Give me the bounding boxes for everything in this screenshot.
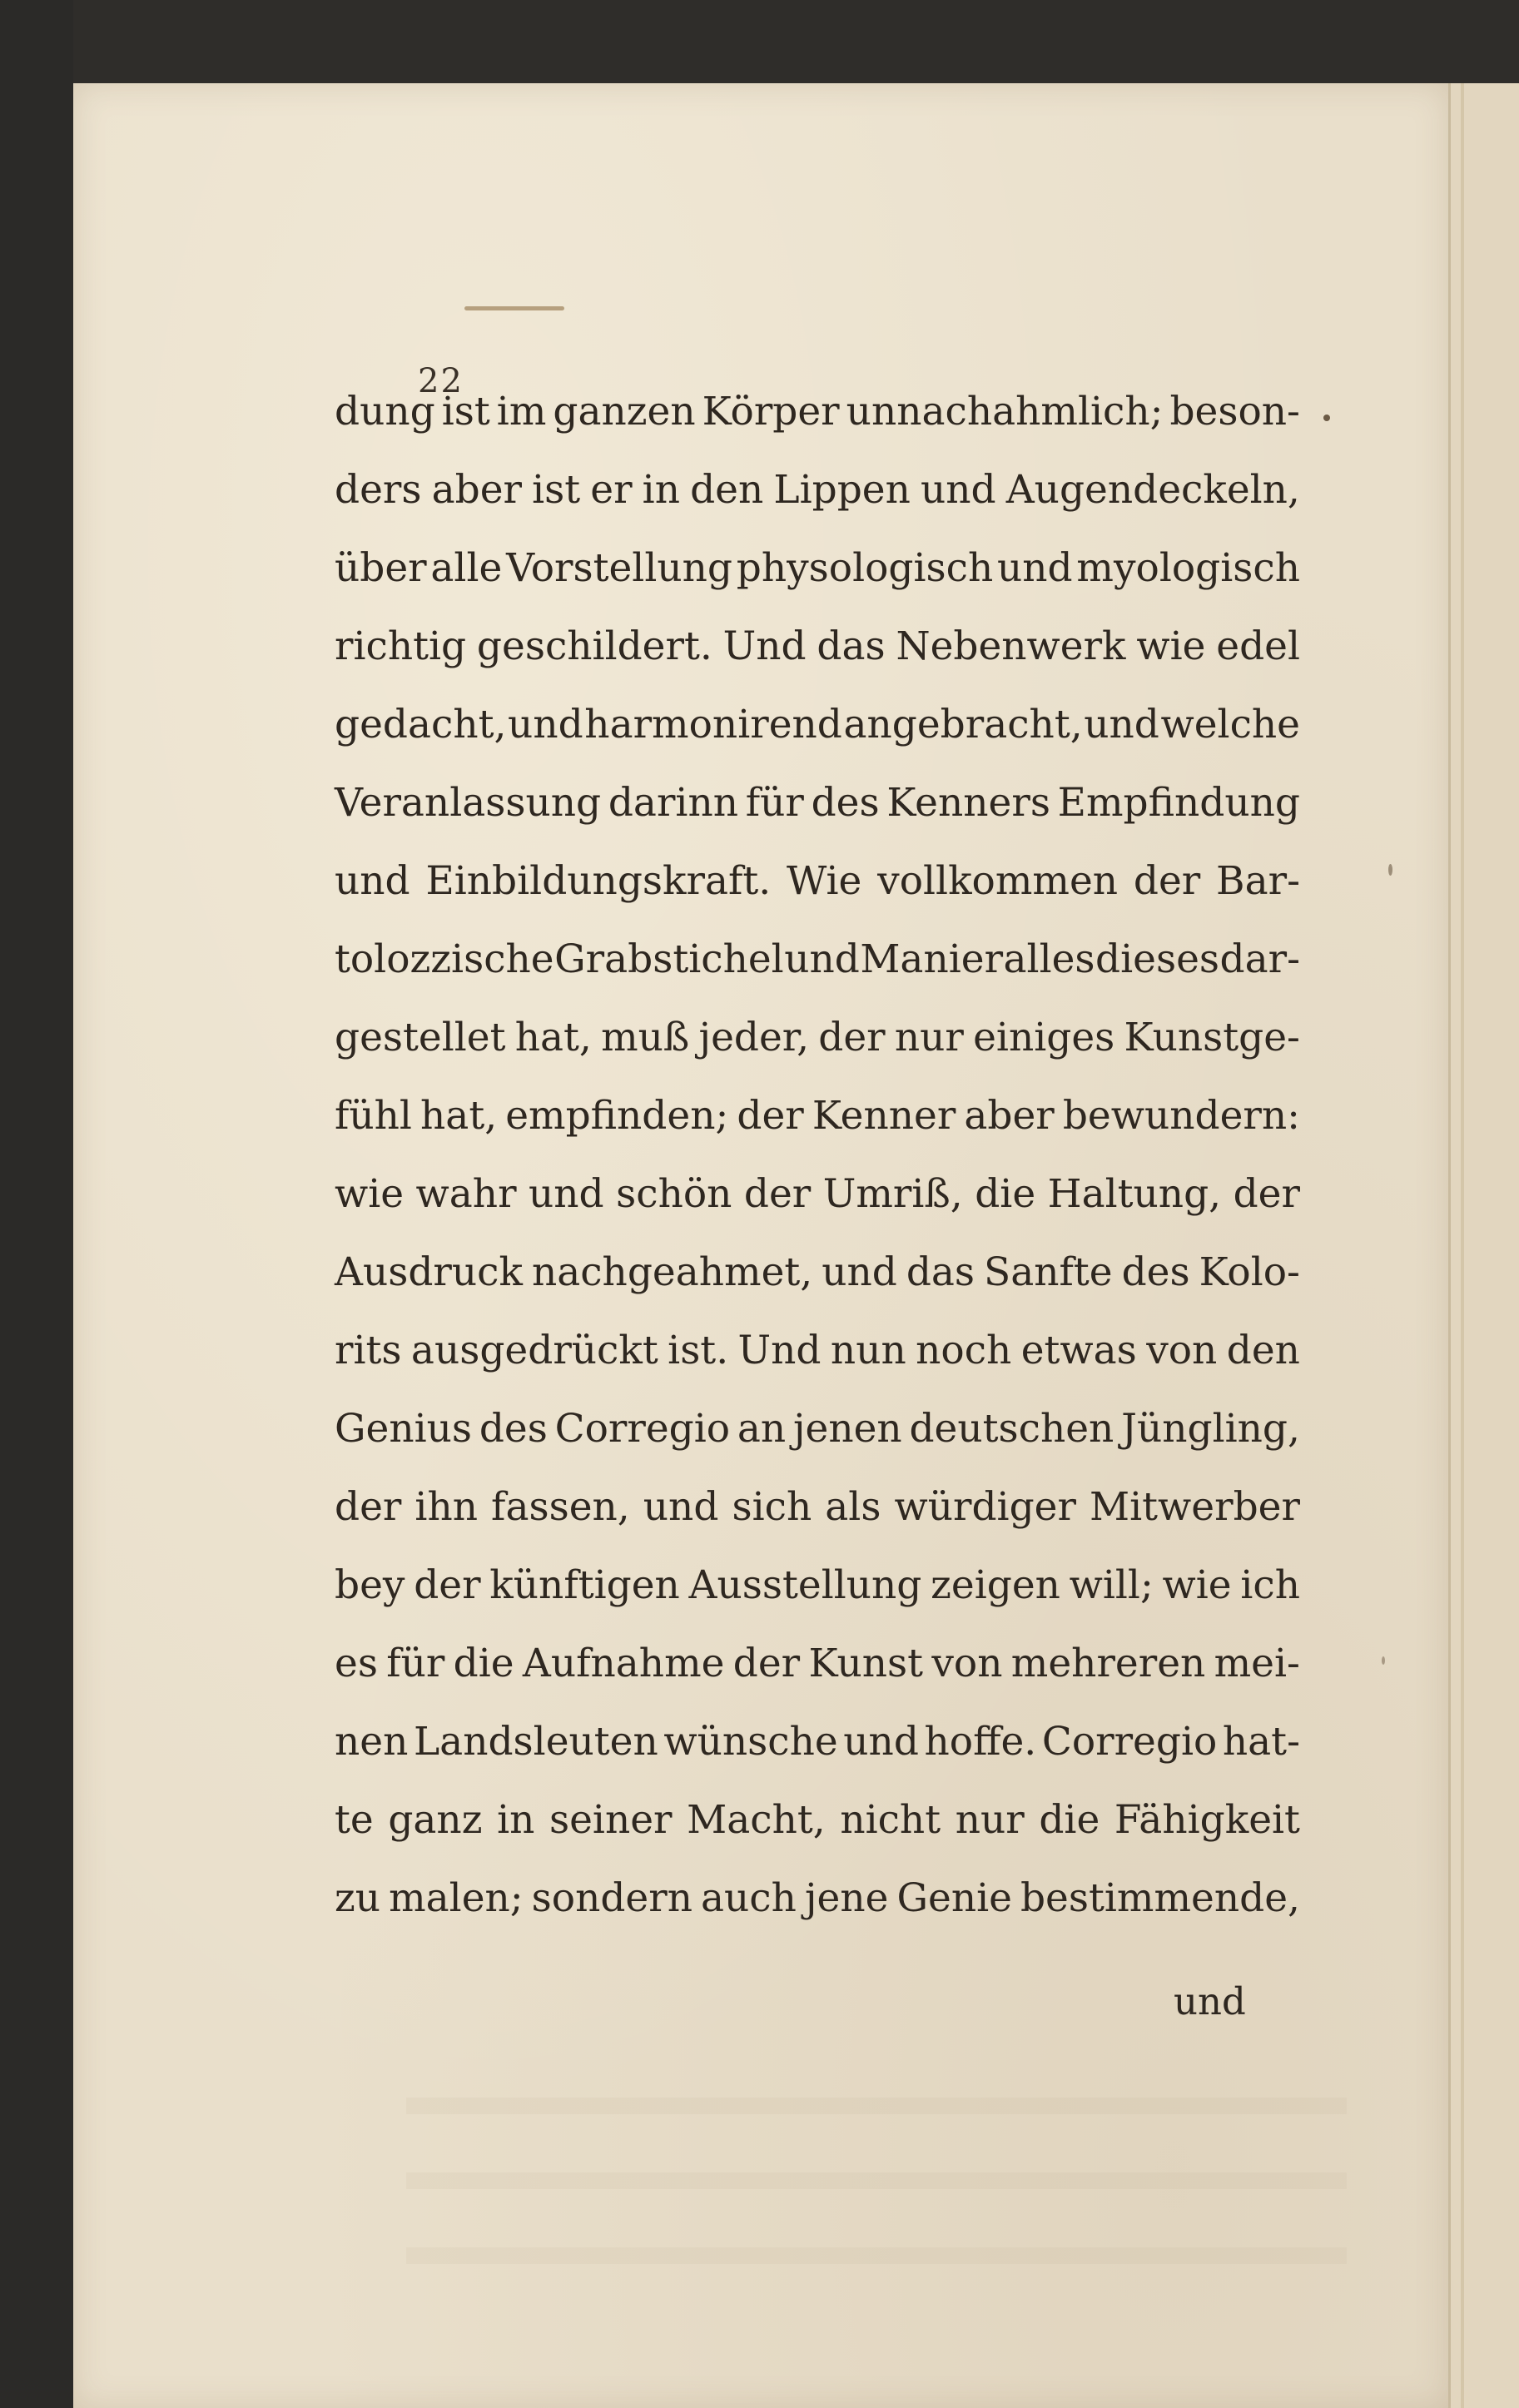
- word: für: [386, 1641, 445, 1686]
- word: ist: [532, 467, 581, 513]
- word: wie: [1162, 1562, 1232, 1608]
- word: Macht,: [687, 1797, 826, 1843]
- word: Körper: [702, 389, 840, 434]
- word: malen;: [389, 1875, 524, 1921]
- ink-speck: [1388, 864, 1392, 876]
- word: der: [1133, 858, 1201, 904]
- word: Kunst: [808, 1641, 924, 1686]
- text-line: [335, 1234, 1300, 1312]
- word: seiner: [549, 1797, 673, 1843]
- word: Bar-: [1216, 858, 1300, 904]
- text-line: [335, 1859, 1300, 1938]
- word: Fähigkeit: [1114, 1797, 1300, 1843]
- word: geschildert.: [476, 623, 712, 669]
- word: gestellet: [335, 1015, 506, 1060]
- word: wahr: [415, 1171, 517, 1217]
- word: wie: [1136, 623, 1206, 669]
- bleed-through-area: [406, 2098, 1347, 2281]
- word: Genius: [335, 1406, 473, 1452]
- word: Kolo-: [1199, 1249, 1300, 1295]
- text-line: [335, 608, 1300, 686]
- text-line: [335, 1703, 1300, 1781]
- word: der: [335, 1484, 402, 1530]
- word: der: [743, 1171, 812, 1217]
- word: von: [1146, 1328, 1218, 1373]
- word: würdiger: [894, 1484, 1076, 1530]
- word: der: [737, 1093, 804, 1139]
- word: ihn: [414, 1484, 478, 1530]
- word: nachgeahmet,: [531, 1249, 813, 1295]
- word: nur: [894, 1015, 964, 1060]
- word: nur: [955, 1797, 1025, 1843]
- word: jene: [804, 1875, 889, 1921]
- text-line: [335, 921, 1300, 999]
- word: Einbildungskraft.: [425, 858, 772, 904]
- word: darinn: [608, 780, 738, 826]
- word: sondern: [531, 1875, 692, 1921]
- word: und: [529, 1171, 604, 1217]
- text-line: [335, 1390, 1300, 1468]
- word: das: [906, 1249, 975, 1295]
- word: aber: [964, 1093, 1055, 1139]
- word: zu: [335, 1875, 381, 1921]
- word: ganz: [388, 1797, 483, 1843]
- word: Manier: [860, 936, 1004, 982]
- word: jenen: [792, 1406, 902, 1452]
- text-line: [335, 1312, 1300, 1390]
- word: von: [931, 1641, 1003, 1686]
- word: edel: [1216, 623, 1300, 669]
- word: der: [732, 1641, 801, 1686]
- word: Jüngling,: [1121, 1406, 1300, 1452]
- word: und: [920, 467, 996, 513]
- word: dar-: [1219, 936, 1300, 982]
- word: Kunstge-: [1124, 1015, 1300, 1060]
- word: im: [496, 389, 547, 434]
- word: ausgedrückt: [410, 1328, 658, 1373]
- word: angebracht,: [843, 702, 1083, 747]
- word: und: [643, 1484, 719, 1530]
- word: des: [1121, 1249, 1190, 1295]
- word: Umriß,: [822, 1171, 963, 1217]
- word: Und: [737, 1328, 822, 1373]
- word: in: [497, 1797, 535, 1843]
- facing-page-edge: [1448, 83, 1519, 2408]
- page-number: 22: [418, 362, 464, 400]
- word: ders: [335, 467, 422, 513]
- word: sich: [732, 1484, 812, 1530]
- word: der: [1233, 1171, 1300, 1217]
- word: fassen,: [491, 1484, 630, 1530]
- word: den: [690, 467, 764, 513]
- word: und: [843, 1719, 919, 1765]
- word: Grabstichel: [554, 936, 784, 982]
- header-ornament-rule: [464, 306, 564, 310]
- text-line: [335, 686, 1300, 764]
- word: Corregio: [554, 1406, 731, 1452]
- word: künftigen: [489, 1562, 680, 1608]
- word: wünsche: [663, 1719, 838, 1765]
- word: wie: [335, 1171, 405, 1217]
- word: tolozzische: [335, 936, 554, 982]
- word: physologisch: [736, 545, 994, 591]
- word: Haltung,: [1047, 1171, 1222, 1217]
- word: bewundern:: [1062, 1093, 1300, 1139]
- text-line: [335, 842, 1300, 921]
- word: deutschen: [909, 1406, 1114, 1452]
- word: des: [811, 780, 880, 826]
- word: Nebenwerk: [896, 623, 1126, 669]
- word: nicht: [840, 1797, 941, 1843]
- text-line: [335, 1781, 1300, 1859]
- word: harmonirend: [584, 702, 842, 747]
- word: ist: [441, 389, 490, 434]
- word: alle: [430, 545, 503, 591]
- word: einiges: [973, 1015, 1115, 1060]
- word: Aufnahme: [522, 1641, 725, 1686]
- text-line: [335, 1625, 1300, 1703]
- word: bey: [335, 1562, 405, 1608]
- word: die: [453, 1641, 514, 1686]
- word: Veranlassung: [335, 780, 602, 826]
- word: für: [745, 780, 804, 826]
- word: schön: [616, 1171, 732, 1217]
- word: den: [1226, 1328, 1300, 1373]
- word: Kenners: [886, 780, 1050, 826]
- word: hat-: [1222, 1719, 1300, 1765]
- word: und: [784, 936, 860, 982]
- word: richtig: [335, 623, 467, 669]
- word: Vorstellung: [506, 545, 732, 591]
- word: nun: [830, 1328, 906, 1373]
- word: vollkommen: [877, 858, 1119, 904]
- text-line: [335, 373, 1300, 451]
- word: und: [1084, 702, 1159, 747]
- word: dieses: [1095, 936, 1220, 982]
- word: es: [335, 1641, 378, 1686]
- word: Genie: [896, 1875, 1012, 1921]
- word: rits: [335, 1328, 402, 1373]
- word: Landsleuten: [413, 1719, 658, 1765]
- text-line: [335, 1468, 1300, 1547]
- word: ist.: [668, 1328, 729, 1373]
- word: die: [975, 1171, 1036, 1217]
- word: fühl: [335, 1093, 412, 1139]
- text-line: [335, 764, 1300, 842]
- word: an: [737, 1406, 787, 1452]
- word: noch: [916, 1328, 1012, 1373]
- word: unnachahmlich;: [846, 389, 1164, 434]
- word: er: [590, 467, 633, 513]
- word: Kenner: [812, 1093, 956, 1139]
- word: Sanfte: [984, 1249, 1113, 1295]
- word: der: [414, 1562, 481, 1608]
- word: mehreren: [1010, 1641, 1206, 1686]
- word: gedacht,: [335, 702, 507, 747]
- word: und: [997, 545, 1073, 591]
- word: Mitwerber: [1090, 1484, 1300, 1530]
- word: myologisch: [1076, 545, 1300, 591]
- word: jeder,: [698, 1015, 810, 1060]
- word: der: [818, 1015, 886, 1060]
- word: etwas: [1020, 1328, 1137, 1373]
- word: in: [642, 467, 680, 513]
- word: die: [1039, 1797, 1100, 1843]
- word: und: [822, 1249, 897, 1295]
- word: zeigen: [931, 1562, 1060, 1608]
- page-fold: [1461, 83, 1464, 2408]
- word: Und: [722, 623, 807, 669]
- text-line: [335, 1547, 1300, 1625]
- word: Ausstellung: [688, 1562, 922, 1608]
- word: Augendeckeln,: [1005, 467, 1300, 513]
- word: als: [825, 1484, 881, 1530]
- scan-background-left: [0, 0, 73, 2408]
- word: will;: [1069, 1562, 1154, 1608]
- word: hoffe.: [924, 1719, 1037, 1765]
- word: mei-: [1214, 1641, 1300, 1686]
- word: Ausdruck: [335, 1249, 523, 1295]
- text-line: [335, 999, 1300, 1077]
- ink-speck: [1323, 415, 1330, 421]
- word: dung: [335, 389, 435, 434]
- word: und: [508, 702, 583, 747]
- word: auch: [701, 1875, 797, 1921]
- word: hat,: [514, 1015, 592, 1060]
- word: empfinden;: [505, 1093, 729, 1139]
- body-text: [335, 373, 1300, 1938]
- word: alles: [1003, 936, 1095, 982]
- word: nen: [335, 1719, 409, 1765]
- word: über: [335, 545, 427, 591]
- text-line: [335, 451, 1300, 529]
- text-line: [335, 1077, 1300, 1155]
- word: welche: [1160, 702, 1300, 747]
- word: te: [335, 1797, 374, 1843]
- word: und: [335, 858, 410, 904]
- word: ganzen: [553, 389, 696, 434]
- word: Empfindung: [1057, 780, 1300, 826]
- text-line: [335, 529, 1300, 608]
- word: ich: [1240, 1562, 1300, 1608]
- word: hat,: [420, 1093, 498, 1139]
- word: muß: [601, 1015, 690, 1060]
- word: das: [817, 623, 886, 669]
- word: Lippen: [773, 467, 911, 513]
- word: aber: [431, 467, 522, 513]
- word: Corregio: [1041, 1719, 1218, 1765]
- word: des: [479, 1406, 548, 1452]
- word: Wie: [787, 858, 862, 904]
- ink-speck: [1382, 1656, 1385, 1665]
- word: beson-: [1169, 389, 1300, 434]
- word: bestimmende,: [1020, 1875, 1300, 1921]
- text-line: [335, 1155, 1300, 1234]
- catchword: und: [1174, 1979, 1246, 2023]
